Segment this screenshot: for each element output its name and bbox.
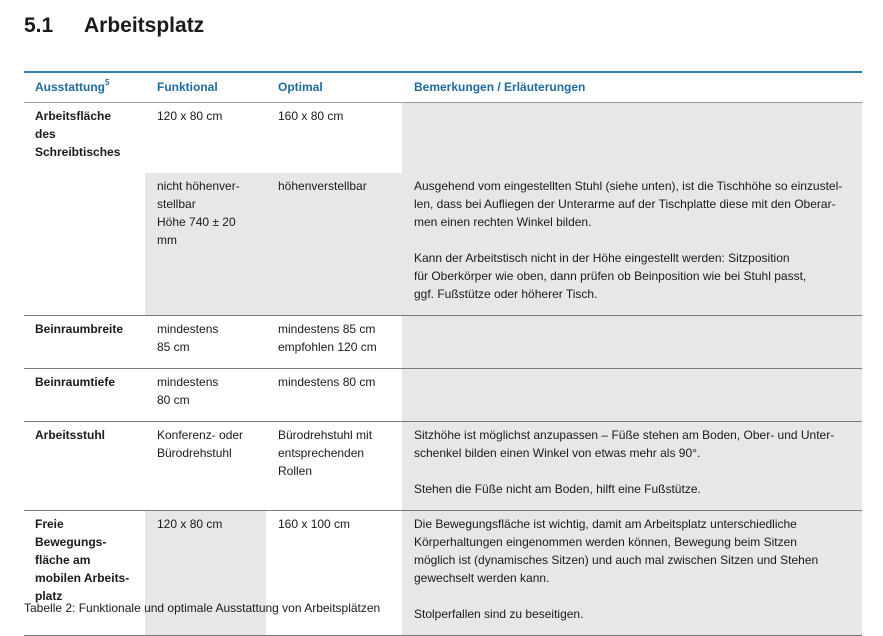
equipment-table — [24, 71, 862, 636]
table-row — [24, 511, 862, 636]
row-label — [24, 173, 145, 316]
row-label: Beinraumbreite — [24, 316, 145, 369]
cell-optimal: Bürodrehstuhl mit entsprechenden Rollen — [266, 422, 402, 511]
cell-funktional: 120 x 80 cm — [145, 511, 266, 636]
row-label: Beinraumtiefe — [24, 369, 145, 422]
table-row — [24, 422, 862, 511]
table-row — [24, 103, 862, 174]
table-row — [24, 369, 862, 422]
cell-bemerkung: Die Bewegungsfläche ist wichtig, damit am Arbeitsplatz unterschiedliche Körperhaltungen eingenommen werden können, Bewegung beim Sitzen möglich ist (dynamisches Sitzen) und auch mal zwischen Sitzen und Stehen gewechselt werden kann. Stolperfallen sind zu beseitigen. — [402, 511, 862, 636]
header-funktional: Funktional — [145, 72, 266, 103]
cell-funktional: nicht höhenver- stellbar Höhe 740 ± 20 mm — [145, 173, 266, 316]
row-label: Arbeitsstuhl — [24, 422, 145, 511]
table-row — [24, 173, 862, 316]
header-ausstattung: Ausstattung$^5$ — [24, 72, 145, 103]
footnote-ref: 5 — [105, 78, 110, 87]
cell-optimal: höhenverstellbar — [266, 173, 402, 316]
cell-bemerkung: Sitzhöhe ist möglichst anzupassen – Füße stehen am Boden, Ober- und Unter- schenkel bilden einen Winkel von etwas mehr als 90°. Stehen die Füße nicht am Boden, hilft eine Fußstütze. — [402, 422, 862, 511]
header-bemerkungen: Bemerkungen / Erläuterungen — [402, 72, 862, 103]
cell-bemerkung — [402, 103, 862, 174]
cell-funktional: 120 x 80 cm — [157, 109, 223, 123]
cell-funktional: Konferenz- oder Bürodrehstuhl — [145, 422, 266, 511]
table-header-row — [24, 72, 862, 103]
cell-funktional: mindestens 80 cm — [145, 369, 266, 422]
cell-bemerkung — [402, 369, 862, 422]
row-label: Freie Bewegungs- fläche am mobilen Arbeits- platz — [24, 511, 145, 636]
cell-optimal: mindestens 85 cm empfohlen 120 cm — [266, 316, 402, 369]
cell-funktional: mindestens 85 cm — [145, 316, 266, 369]
cell-optimal: 160 x 80 cm — [278, 109, 344, 123]
table-row — [24, 316, 862, 369]
section-heading — [24, 14, 204, 44]
cell-optimal: 160 x 100 cm — [266, 511, 402, 636]
section-title: Arbeitsplatz — [84, 14, 205, 37]
cell-optimal: mindestens 80 cm — [266, 369, 402, 422]
header-optimal: Optimal — [266, 72, 402, 103]
row-label: Arbeitsfläche des Schreibtisches — [35, 109, 121, 159]
cell-bemerkung: Ausgehend vom eingestellten Stuhl (siehe unten), ist die Tischhöhe so einzustel- len, dass bei Aufliegen der Unterarme auf der Tischplatte diese mit den Oberar- men einen rechten Winkel bilden. Kann der Arbeitstisch nicht in der Höhe eingestellt werden: Sitzposition für Oberkörper wie oben, dann prüfen ob Beinposition wie bei Stuhl passt, ggf. Fußstütze oder höherer Tisch. — [402, 173, 862, 316]
cell-bemerkung — [402, 316, 862, 369]
table-caption: Tabelle 2: Funktionale und optimale Ausstattung von Arbeitsplätzen — [24, 601, 381, 615]
section-number: 5.1 — [24, 14, 54, 37]
